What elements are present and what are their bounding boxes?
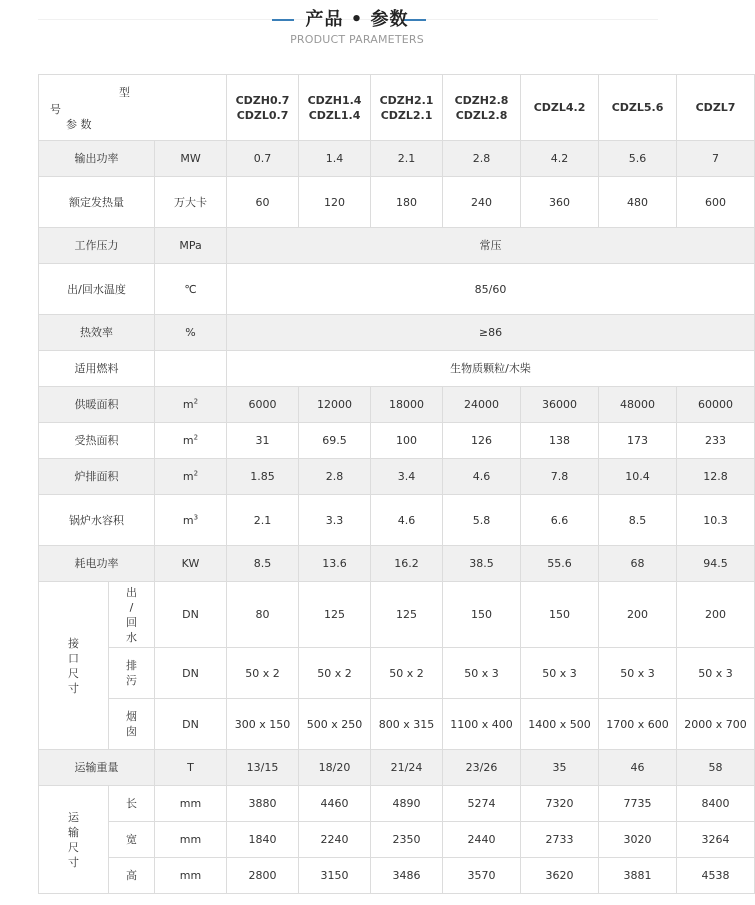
- table-row: [39, 75, 755, 141]
- value-cell: 50 x 2: [371, 648, 443, 699]
- value-cell: 4.6: [443, 459, 521, 495]
- value-cell: 200: [677, 582, 755, 648]
- sub-label: 宽: [109, 822, 155, 858]
- value-cell: 12.8: [677, 459, 755, 495]
- value-cell: 21/24: [371, 750, 443, 786]
- value-cell: 600: [677, 177, 755, 228]
- unit-cell: [155, 495, 227, 546]
- vertical-char: 烟: [126, 710, 137, 723]
- sub-label: 高: [109, 858, 155, 894]
- value-cell: 8.5: [599, 495, 677, 546]
- corner-label-model: 型: [119, 86, 130, 99]
- value-cell: 173: [599, 423, 677, 459]
- value-cell: 120: [299, 177, 371, 228]
- sub-label: [109, 582, 155, 648]
- vertical-char: 水: [126, 630, 137, 644]
- value-cell: 68: [599, 546, 677, 582]
- value-cell: 2240: [299, 822, 371, 858]
- value-cell: 7.8: [521, 459, 599, 495]
- value-cell: 69.5: [299, 423, 371, 459]
- corner-label-params: 参 数: [66, 118, 92, 131]
- value-cell: 138: [521, 423, 599, 459]
- value-cell: 1700 x 600: [599, 699, 677, 750]
- vertical-char: 寸: [68, 681, 79, 695]
- corner-header: [39, 75, 227, 141]
- unit-cell: [155, 786, 227, 822]
- value-cell: 1.85: [227, 459, 299, 495]
- row-label: 锅炉水容积: [39, 495, 155, 546]
- value-cell: 13/15: [227, 750, 299, 786]
- unit-cell: [155, 228, 227, 264]
- unit-cell: [155, 750, 227, 786]
- value-cell: 3570: [443, 858, 521, 894]
- model-name-line2: CDZL2.1: [380, 108, 433, 122]
- value-cell: 3.3: [299, 495, 371, 546]
- value-cell: 94.5: [677, 546, 755, 582]
- sub-label: [109, 699, 155, 750]
- unit-text: mm: [179, 869, 202, 882]
- value-cell: 2.8: [443, 141, 521, 177]
- vertical-char: 寸: [68, 855, 79, 869]
- value-cell: 3020: [599, 822, 677, 858]
- unit-cell: [155, 423, 227, 459]
- value-cell: 50 x 3: [677, 648, 755, 699]
- parameters-table: [38, 74, 755, 894]
- table-row: [39, 177, 755, 228]
- value-cell: 50 x 2: [299, 648, 371, 699]
- unit-text: mm: [179, 833, 202, 846]
- table-row: [39, 141, 755, 177]
- model-header-cell: [677, 75, 755, 141]
- vertical-char: 污: [126, 674, 137, 687]
- vertical-char: 运: [68, 810, 79, 824]
- value-cell: 4.6: [371, 495, 443, 546]
- value-cell: 2733: [521, 822, 599, 858]
- value-cell: 50 x 3: [521, 648, 599, 699]
- value-cell: 38.5: [443, 546, 521, 582]
- group-label-interface: [39, 582, 109, 750]
- unit-cell: [155, 546, 227, 582]
- table-row: [39, 459, 755, 495]
- row-label: 供暖面积: [39, 387, 155, 423]
- row-label: 额定发热量: [39, 177, 155, 228]
- unit-cell: [155, 822, 227, 858]
- value-cell: 7: [677, 141, 755, 177]
- value-cell: 233: [677, 423, 755, 459]
- value-cell: 60: [227, 177, 299, 228]
- value-cell: 200: [599, 582, 677, 648]
- row-label: 出/回水温度: [39, 264, 155, 315]
- unit-text: 万大卡: [174, 195, 208, 209]
- value-cell: 1840: [227, 822, 299, 858]
- corner-label-number: 号: [50, 103, 61, 116]
- value-cell: 3880: [227, 786, 299, 822]
- value-cell: 4.2: [521, 141, 599, 177]
- value-cell: 80: [227, 582, 299, 648]
- unit-cell: [155, 648, 227, 699]
- value-cell: 500 x 250: [299, 699, 371, 750]
- merged-value-cell: 85/60: [227, 264, 755, 315]
- value-cell: 1400 x 500: [521, 699, 599, 750]
- model-header-cell: [299, 75, 371, 141]
- table-row: [39, 264, 755, 315]
- value-cell: 2800: [227, 858, 299, 894]
- unit-superscript: 2: [193, 433, 199, 442]
- model-header-cell: [443, 75, 521, 141]
- page-subtitle: PRODUCT PARAMETERS: [290, 33, 424, 46]
- table-row: [39, 582, 755, 648]
- vertical-char: 输: [68, 825, 79, 839]
- value-cell: 5.8: [443, 495, 521, 546]
- value-cell: 3264: [677, 822, 755, 858]
- value-cell: 4890: [371, 786, 443, 822]
- row-label: 热效率: [39, 315, 155, 351]
- value-cell: 55.6: [521, 546, 599, 582]
- unit-text: MPa: [179, 239, 202, 252]
- vertical-char: 口: [68, 651, 79, 665]
- row-label: 炉排面积: [39, 459, 155, 495]
- value-cell: 150: [521, 582, 599, 648]
- vertical-char: 尺: [68, 840, 79, 854]
- table-row: [39, 423, 755, 459]
- unit-cell: [155, 459, 227, 495]
- unit-text: ℃: [184, 282, 197, 296]
- sub-label: 长: [109, 786, 155, 822]
- unit-cell: [155, 141, 227, 177]
- value-cell: 3486: [371, 858, 443, 894]
- row-label: 受热面积: [39, 423, 155, 459]
- value-cell: 150: [443, 582, 521, 648]
- unit-text: DN: [182, 666, 199, 680]
- model-name-line1: CDZL7: [695, 101, 736, 114]
- table-row: [39, 750, 755, 786]
- unit-cell: [155, 264, 227, 315]
- value-cell: 7735: [599, 786, 677, 822]
- unit-cell: [155, 582, 227, 648]
- vertical-char: 回: [126, 615, 137, 629]
- table-row: [39, 387, 755, 423]
- unit-text: m: [182, 434, 194, 447]
- row-label: 输出功率: [39, 141, 155, 177]
- unit-text: MW: [180, 152, 201, 165]
- value-cell: 4538: [677, 858, 755, 894]
- value-cell: 8400: [677, 786, 755, 822]
- value-cell: 3.4: [371, 459, 443, 495]
- unit-cell: [155, 858, 227, 894]
- value-cell: 360: [521, 177, 599, 228]
- title-row: [0, 8, 714, 32]
- value-cell: 58: [677, 750, 755, 786]
- value-cell: 4460: [299, 786, 371, 822]
- value-cell: 13.6: [299, 546, 371, 582]
- value-cell: 1.4: [299, 141, 371, 177]
- value-cell: 2440: [443, 822, 521, 858]
- value-cell: 18/20: [299, 750, 371, 786]
- value-cell: 24000: [443, 387, 521, 423]
- page-title: 产品 • 参数: [305, 9, 409, 30]
- merged-value-cell: 常压: [227, 228, 755, 264]
- value-cell: 46: [599, 750, 677, 786]
- model-name-line1: CDZL4.2: [533, 101, 586, 114]
- table-row: [39, 786, 755, 822]
- model-header-cell: [371, 75, 443, 141]
- model-name-line1: CDZH2.8: [454, 93, 509, 107]
- group-label-transport-size: [39, 786, 109, 894]
- value-cell: 18000: [371, 387, 443, 423]
- model-header-cell: [599, 75, 677, 141]
- value-cell: 5274: [443, 786, 521, 822]
- model-name-line1: CDZH1.4: [307, 93, 362, 107]
- merged-value-cell: 生物质颗粒/木柴: [227, 351, 755, 387]
- model-name-line1: CDZL5.6: [611, 101, 664, 114]
- value-cell: 5.6: [599, 141, 677, 177]
- value-cell: 3150: [299, 858, 371, 894]
- value-cell: 23/26: [443, 750, 521, 786]
- table-row: [39, 228, 755, 264]
- sub-label: [109, 648, 155, 699]
- value-cell: 8.5: [227, 546, 299, 582]
- vertical-char: /: [129, 600, 134, 614]
- value-cell: 3881: [599, 858, 677, 894]
- value-cell: 180: [371, 177, 443, 228]
- unit-text: KW: [181, 557, 200, 570]
- row-label: 适用燃料: [39, 351, 155, 387]
- unit-text: DN: [182, 717, 199, 731]
- vertical-char: 出: [126, 585, 137, 599]
- table-row: [39, 822, 755, 858]
- row-label: 工作压力: [39, 228, 155, 264]
- unit-cell: [155, 177, 227, 228]
- vertical-char: 囱: [126, 725, 137, 738]
- unit-superscript: 2: [193, 397, 199, 406]
- value-cell: 12000: [299, 387, 371, 423]
- table-row: [39, 315, 755, 351]
- table-row: [39, 648, 755, 699]
- value-cell: 2000 x 700: [677, 699, 755, 750]
- value-cell: 50 x 3: [599, 648, 677, 699]
- model-name-line1: CDZH0.7: [235, 93, 290, 107]
- value-cell: 48000: [599, 387, 677, 423]
- value-cell: 125: [299, 582, 371, 648]
- table-row: [39, 351, 755, 387]
- section-header: [0, 0, 714, 62]
- value-cell: 800 x 315: [371, 699, 443, 750]
- row-label: 耗电功率: [39, 546, 155, 582]
- vertical-char: 尺: [68, 666, 79, 680]
- value-cell: 60000: [677, 387, 755, 423]
- vertical-char: 接: [68, 636, 79, 650]
- unit-superscript: 2: [193, 469, 199, 478]
- unit-text: %: [185, 326, 196, 339]
- value-cell: 16.2: [371, 546, 443, 582]
- unit-superscript: 3: [193, 512, 199, 521]
- model-header-cell: [227, 75, 299, 141]
- model-name-line2: CDZL2.8: [455, 108, 508, 122]
- value-cell: 50 x 2: [227, 648, 299, 699]
- model-header-cell: [521, 75, 599, 141]
- value-cell: 2.1: [371, 141, 443, 177]
- value-cell: 1100 x 400: [443, 699, 521, 750]
- unit-text: DN: [182, 608, 199, 621]
- value-cell: 2.8: [299, 459, 371, 495]
- unit-cell: [155, 387, 227, 423]
- merged-value-cell: ≥86: [227, 315, 755, 351]
- row-label: 运输重量: [39, 750, 155, 786]
- value-cell: 10.3: [677, 495, 755, 546]
- value-cell: 10.4: [599, 459, 677, 495]
- value-cell: 31: [227, 423, 299, 459]
- model-name-line2: CDZL0.7: [236, 108, 289, 122]
- unit-text: T: [187, 761, 194, 774]
- unit-text: m: [182, 398, 194, 411]
- value-cell: 0.7: [227, 141, 299, 177]
- table-row: [39, 858, 755, 894]
- value-cell: 300 x 150: [227, 699, 299, 750]
- table-row: [39, 546, 755, 582]
- model-name-line1: CDZH2.1: [379, 93, 434, 107]
- value-cell: 100: [371, 423, 443, 459]
- table-row: [39, 699, 755, 750]
- model-name-line2: CDZL1.4: [308, 108, 361, 122]
- value-cell: 6000: [227, 387, 299, 423]
- value-cell: 7320: [521, 786, 599, 822]
- value-cell: 240: [443, 177, 521, 228]
- value-cell: 2350: [371, 822, 443, 858]
- value-cell: 6.6: [521, 495, 599, 546]
- value-cell: 35: [521, 750, 599, 786]
- value-cell: 2.1: [227, 495, 299, 546]
- unit-text: m: [182, 513, 194, 527]
- value-cell: 50 x 3: [443, 648, 521, 699]
- unit-cell: [155, 315, 227, 351]
- value-cell: 36000: [521, 387, 599, 423]
- unit-text: mm: [179, 797, 202, 810]
- value-cell: 125: [371, 582, 443, 648]
- table-row: [39, 495, 755, 546]
- value-cell: 126: [443, 423, 521, 459]
- unit-cell: [155, 351, 227, 387]
- value-cell: 3620: [521, 858, 599, 894]
- value-cell: 480: [599, 177, 677, 228]
- unit-cell: [155, 699, 227, 750]
- unit-text: m: [182, 470, 194, 483]
- vertical-char: 排: [126, 659, 137, 672]
